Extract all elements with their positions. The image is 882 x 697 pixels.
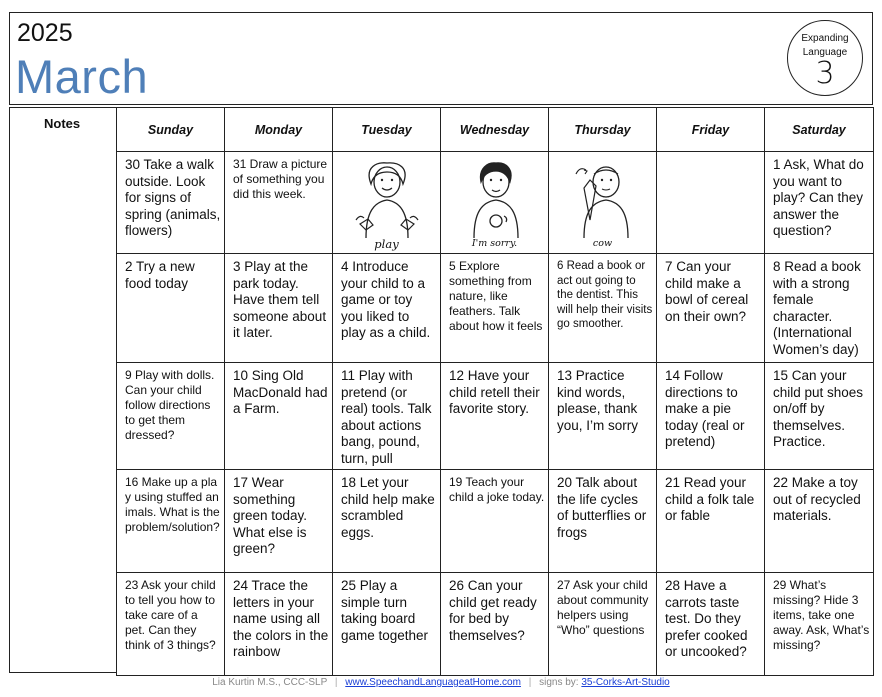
day-cell-6: 6 Read a book or act out going to the dentist. This will help their visits go smoother. <box>557 260 653 330</box>
day-cell-14: 14 Follow directions to make a pie today (real or pretend) <box>665 368 745 449</box>
day-cell-22: 22 Make a toy out of recycled materials. <box>773 475 861 523</box>
day-cell-1: 1 Ask, What do you want to play? Can they answer the question? <box>773 157 864 238</box>
day-header-monday: Monday <box>225 108 333 152</box>
year-label: 2025 <box>17 19 73 47</box>
day-cell-19: 19 Teach your child a joke today. <box>449 475 545 504</box>
expanding-language-badge <box>787 20 863 96</box>
month-title: March <box>15 50 149 103</box>
sign-cell-play <box>333 152 440 253</box>
week-row-3 <box>117 363 874 470</box>
cow-sign-icon <box>570 158 636 238</box>
footer-signs-prefix: signs by: <box>539 677 579 688</box>
day-cell-23: 23 Ask your child to tell you how to take care of a pet. Can they think of 3 things? <box>125 578 216 652</box>
notes-label: Notes <box>44 116 81 131</box>
badge-line2: Language <box>802 47 848 58</box>
day-cell-3: 3 Play at the park today. Have them tell someone about it later. <box>233 259 327 340</box>
weekday-header-row <box>117 108 874 152</box>
day-cell-13: 13 Practice kind words, please, thank you, I’m sorry <box>557 368 639 433</box>
day-cell-28: 28 Have a carrots taste test. Do they prefer cooked or uncooked? <box>665 578 748 659</box>
day-cell-27: 27 Ask your child about community helpers using “Who” questions <box>557 578 649 637</box>
week-row-2 <box>117 254 874 363</box>
day-cell-25: 25 Play a simple turn taking board game together <box>341 578 429 643</box>
cow-sign-caption: cow <box>592 238 613 249</box>
footer-author: Lia Kurtin M.S., CCC-SLP <box>212 677 328 688</box>
day-cell-31: 31 Draw a picture of something you did this week. <box>233 157 328 201</box>
sign-cell-sorry <box>441 152 548 253</box>
day-cell-9: 9 Play with dolls. Can your child follow directions to get them dressed? <box>125 368 215 442</box>
day-cell-15: 15 Can your child put shoes on/off by themselves. Practice. <box>773 368 864 449</box>
sorry-sign-icon <box>462 158 528 238</box>
badge-line1: Expanding <box>801 33 849 44</box>
day-header-friday: Friday <box>657 108 765 152</box>
week-row-4 <box>117 470 874 573</box>
week-row-1 <box>117 152 874 254</box>
calendar-grid <box>116 107 874 676</box>
notes-column <box>9 107 116 673</box>
sign-cell-cow <box>549 152 656 253</box>
play-sign-caption: play <box>374 237 399 251</box>
day-cell-12: 12 Have your child retell their favorite story. <box>449 368 540 416</box>
week-row-5 <box>117 573 874 676</box>
day-header-sunday: Sunday <box>117 108 225 152</box>
day-header-tuesday: Tuesday <box>333 108 441 152</box>
day-cell-20: 20 Talk about the life cycles of butterflies or frogs <box>557 475 647 540</box>
day-header-thursday: Thursday <box>549 108 657 152</box>
footer <box>0 677 882 688</box>
signs-credit-link[interactable]: 35-Corks-Art-Studio <box>581 677 670 688</box>
day-cell-30: 30 Take a walk outside. Look for signs of spring (animals, flowers) <box>125 157 221 238</box>
day-cell-26: 26 Can your child get ready for bed by themselves? <box>449 578 537 643</box>
day-cell-18: 18 Let your child help make scrambled eggs. <box>341 475 435 540</box>
sorry-sign-caption: I'm sorry. <box>471 238 518 249</box>
day-cell-blank <box>657 152 764 253</box>
play-sign-icon <box>354 158 420 238</box>
day-cell-10: 10 Sing Old MacDonald had a Farm. <box>233 368 328 416</box>
calendar-header <box>9 12 873 105</box>
badge-number: 3 <box>815 56 835 91</box>
day-cell-2: 2 Try a new food today <box>125 259 195 291</box>
website-link[interactable]: www.SpeechandLanguageatHome.com <box>345 677 521 688</box>
footer-separator-2: | <box>528 677 532 688</box>
day-header-saturday: Saturday <box>765 108 874 152</box>
day-cell-5: 5 Explore something from nature, like feathers. Talk about how it feels <box>449 259 543 333</box>
day-cell-17: 17 Wear something green today. What else is green? <box>233 475 308 556</box>
day-header-wednesday: Wednesday <box>441 108 549 152</box>
day-cell-16: 16 Make up a play using stuffed animals. What is the problem/solution? <box>125 475 220 534</box>
day-cell-8: 8 Read a book with a strong female character. (International Women’s day) <box>773 259 861 357</box>
day-cell-29: 29 What’s missing? Hide 3 items, take one away. Ask, What’s missing? <box>773 578 870 652</box>
day-cell-11: 11 Play with pretend (or real) tools. Talk about actions bang, pound, turn, pull <box>341 368 432 466</box>
day-cell-24: 24 Trace the letters in your name using all the colors in the rainbow <box>233 578 329 659</box>
day-cell-7: 7 Can your child make a bowl of cereal on their own? <box>665 259 749 324</box>
footer-separator-1: | <box>334 677 338 688</box>
day-cell-4: 4 Introduce your child to a game or toy you liked to play as a child. <box>341 259 431 340</box>
day-cell-21: 21 Read your child a folk tale or fable <box>665 475 755 523</box>
